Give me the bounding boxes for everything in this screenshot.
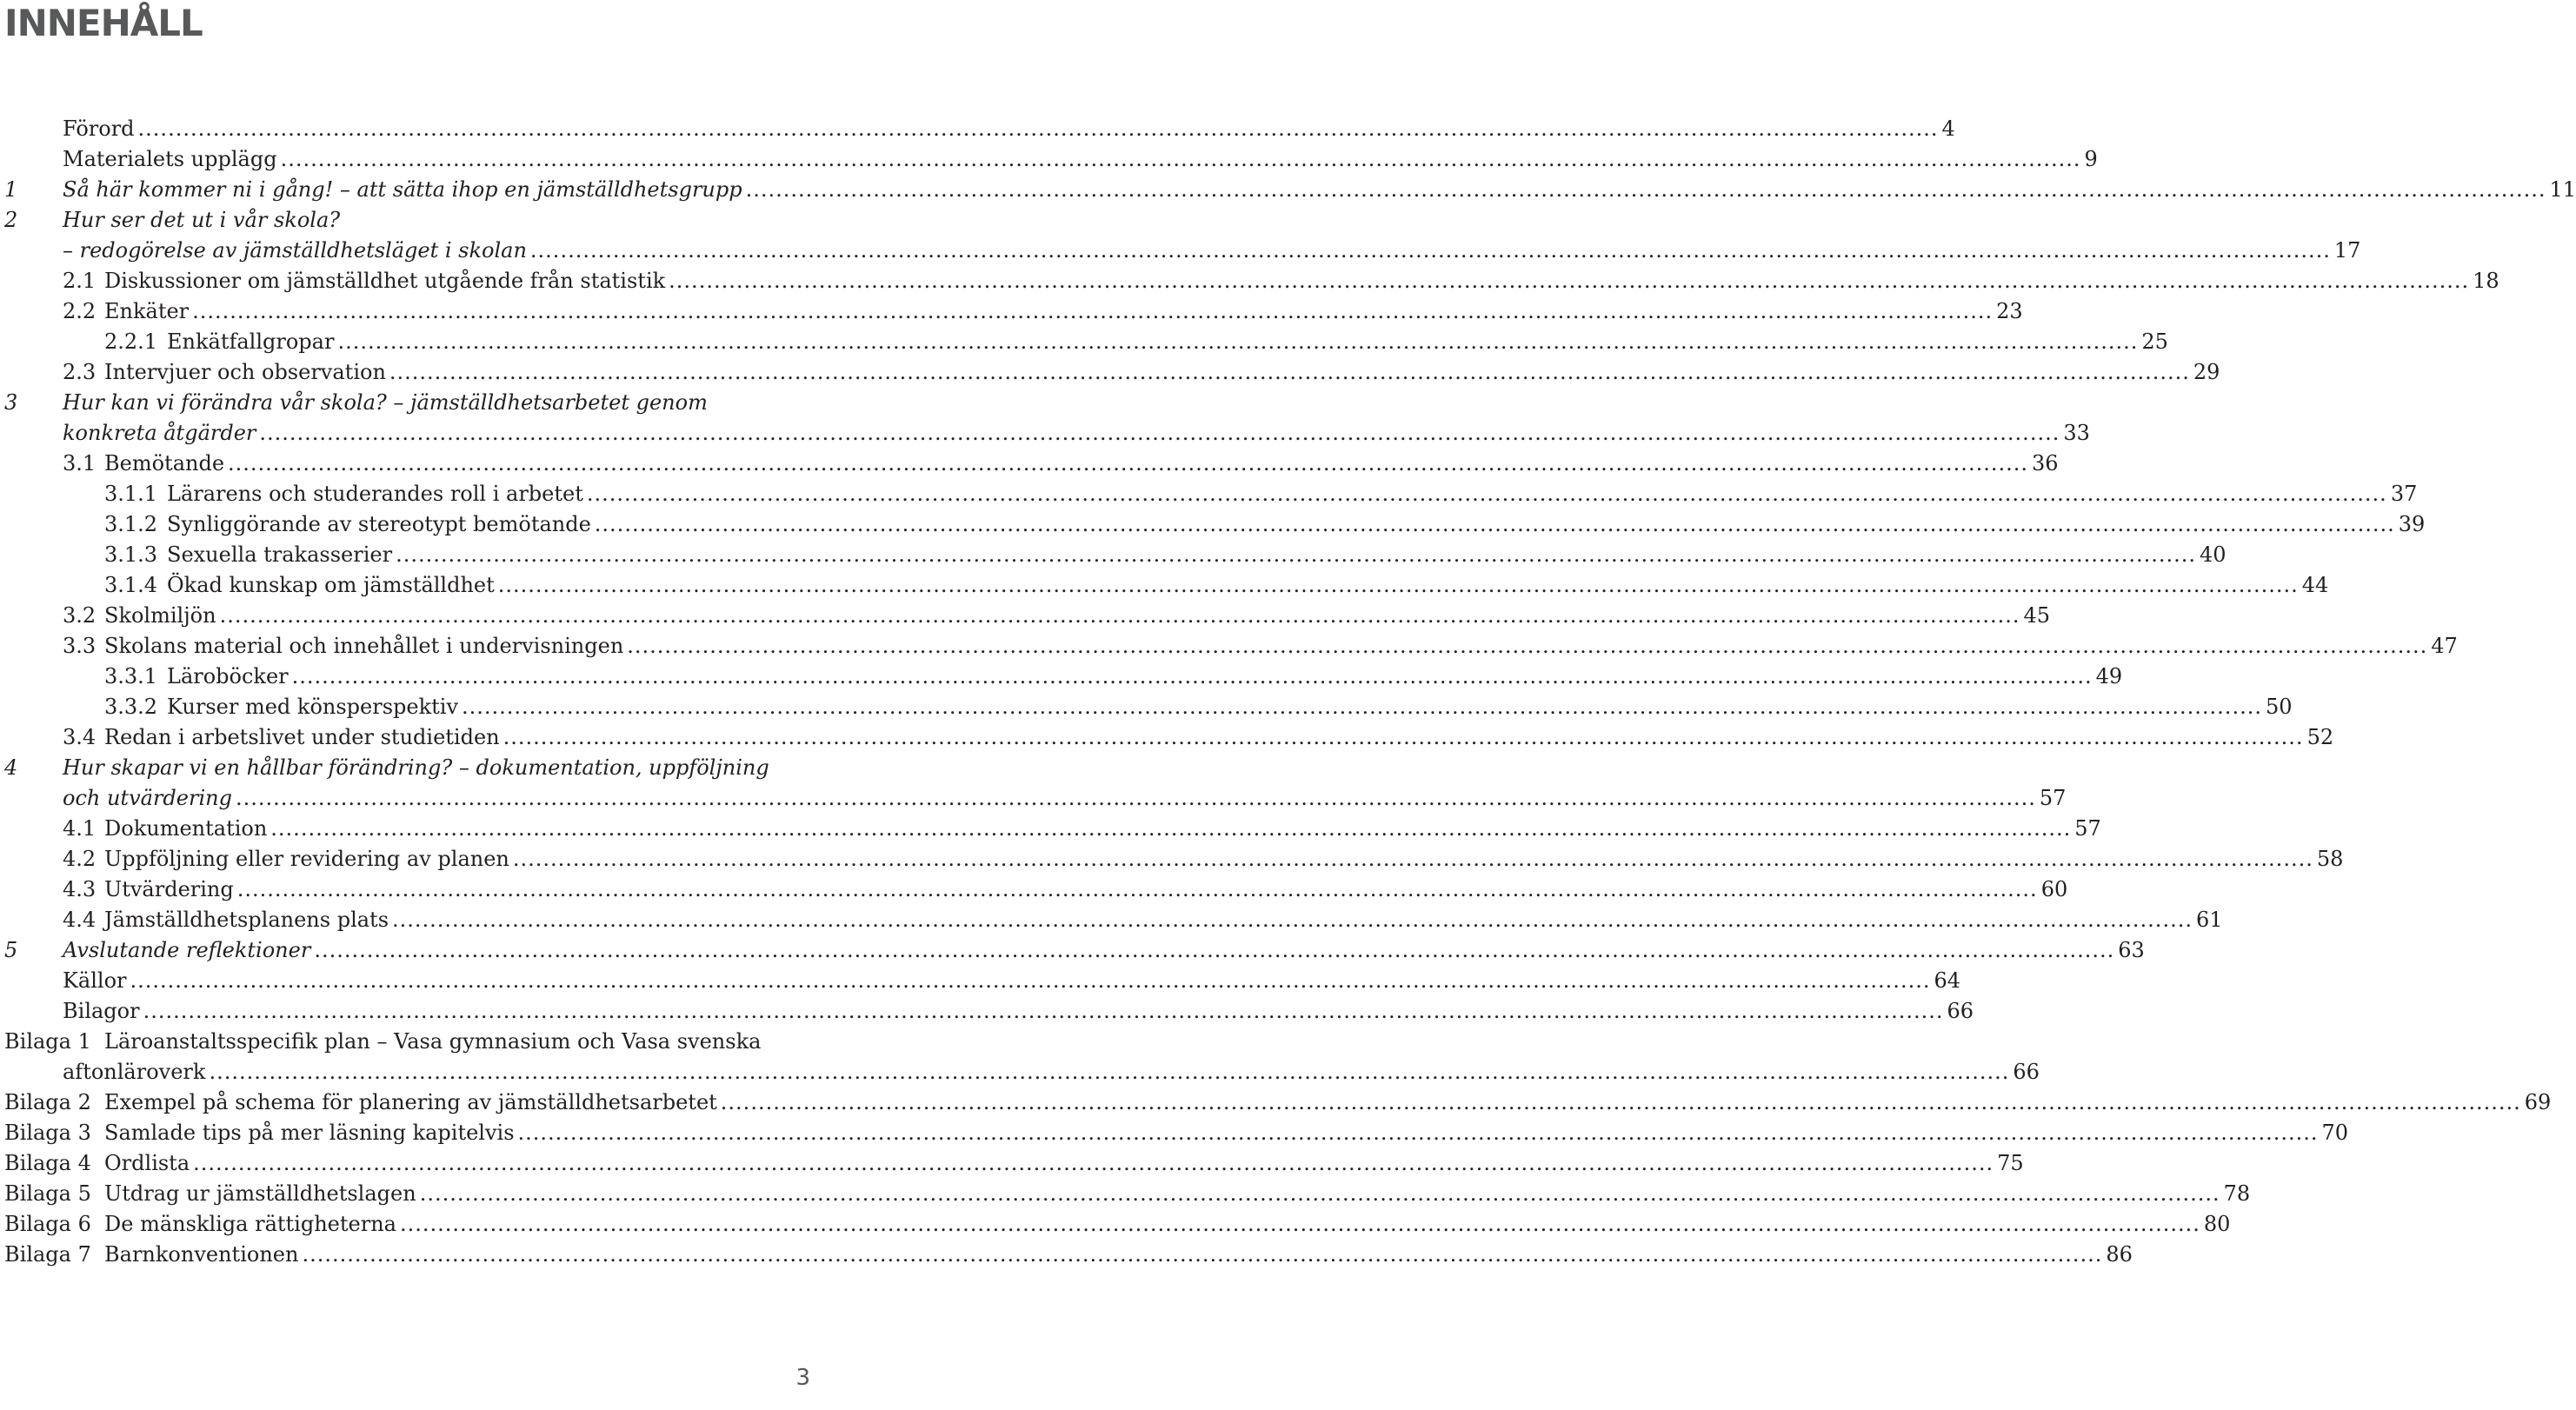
toc-page-number: 50 — [2265, 695, 2293, 719]
toc-dot-leader: ................................................................................................................................................................................................................................................ — [419, 1181, 2220, 1206]
toc-dot-leader: ................................................................................................................................................................................................................................................ — [396, 542, 2197, 567]
toc-number: 5 — [4, 938, 18, 962]
toc-dot-leader: ................................................................................................................................................................................................................................................ — [209, 1060, 2010, 1084]
toc-number: Bilaga 1 — [4, 1029, 91, 1054]
toc-dot-leader: ................................................................................................................................................................................................................................................ — [228, 451, 2028, 476]
toc-dot-leader: ................................................................................................................................................................................................................................................ — [192, 299, 1994, 323]
toc-entry — [0, 600, 2051, 631]
toc-entry — [0, 265, 2499, 296]
toc-dot-leader: ................................................................................................................................................................................................................................................ — [219, 603, 2020, 628]
toc-page-number: 78 — [2223, 1181, 2251, 1206]
toc-number: 3.4 — [63, 725, 97, 749]
toc-entry — [0, 1178, 2251, 1209]
toc-number: 3.1.4 — [104, 573, 158, 597]
toc-dot-leader: ................................................................................................................................................................................................................................................ — [669, 269, 2470, 293]
toc-title: och utvärdering — [63, 786, 232, 810]
toc-number: 1 — [4, 177, 18, 202]
toc-entry — [0, 204, 835, 236]
toc-entry — [0, 387, 835, 418]
toc-dot-leader: ................................................................................................................................................................................................................................................ — [627, 634, 2428, 658]
toc-number: 3.1 — [63, 451, 97, 476]
toc-number: Bilaga 3 — [4, 1121, 91, 1145]
toc-entry — [0, 1117, 2349, 1148]
toc-entry — [0, 417, 2090, 449]
toc-entry — [0, 691, 2293, 722]
toc-dot-leader: ................................................................................................................................................................................................................................................ — [236, 877, 2038, 901]
toc-page-number: 80 — [2203, 1212, 2231, 1236]
toc-dot-leader: ................................................................................................................................................................................................................................................ — [594, 512, 2395, 536]
toc-title: Förord — [63, 116, 135, 141]
toc-title: Sexuella trakasserier — [167, 542, 393, 567]
toc-dot-leader: ................................................................................................................................................................................................................................................ — [462, 695, 2262, 719]
toc-title: Exempel på schema för planering av jämställdhetsarbetet — [104, 1090, 717, 1114]
toc-entry — [0, 356, 2220, 388]
toc-number: 2.3 — [63, 360, 97, 384]
toc-number: 3.3.2 — [104, 695, 158, 719]
toc-entry — [0, 752, 835, 783]
toc-title: aftonläroverk — [63, 1060, 206, 1084]
toc-dot-leader: ................................................................................................................................................................................................................................................ — [720, 1090, 2521, 1114]
toc-page-number: 57 — [2039, 786, 2067, 810]
toc-title: konkreta åtgärder — [63, 421, 256, 445]
toc-page-number: 45 — [2023, 603, 2051, 628]
toc-page-number: 70 — [2321, 1121, 2349, 1145]
toc-dot-leader: ................................................................................................................................................................................................................................................ — [137, 116, 1939, 141]
toc-title: – redogörelse av jämställdhetsläget i skolan — [63, 238, 527, 263]
toc-number: Bilaga 4 — [4, 1151, 91, 1175]
toc-dot-leader: ................................................................................................................................................................................................................................................ — [314, 938, 2115, 962]
toc-title: Avslutande reflektioner — [63, 938, 311, 962]
toc-entry — [0, 1239, 2133, 1270]
toc-title: Hur skapar vi en hållbar förändring? – dokumentation, uppföljning — [63, 755, 769, 780]
toc-entry — [0, 448, 2059, 479]
toc-page-number: 25 — [2141, 329, 2168, 354]
toc-number: 2.1 — [63, 269, 97, 293]
toc-title: Dokumentation — [104, 816, 268, 841]
toc-page-number: 58 — [2316, 847, 2344, 871]
toc-entry — [0, 630, 2458, 662]
toc-entry — [0, 174, 2576, 205]
toc-page-number: 36 — [2031, 451, 2059, 476]
toc-title: Kurser med könsperspektiv — [167, 695, 459, 719]
toc-title: Diskussioner om jämställdhet utgående från statistik — [104, 269, 666, 293]
toc-number: 3 — [4, 390, 18, 415]
toc-page-number: 69 — [2524, 1090, 2552, 1114]
toc-dot-leader: ................................................................................................................................................................................................................................................ — [302, 1242, 2103, 1267]
toc-dot-leader: ................................................................................................................................................................................................................................................ — [337, 329, 2139, 354]
toc-title: Intervjuer och observation — [104, 360, 386, 384]
toc-number: Bilaga 2 — [4, 1090, 91, 1114]
toc-number: 2.2 — [63, 299, 97, 323]
toc-page-number: 63 — [2118, 938, 2145, 962]
toc-entry — [0, 995, 1974, 1027]
toc-dot-leader: ................................................................................................................................................................................................................................................ — [270, 816, 2072, 841]
toc-entry — [0, 296, 2023, 327]
toc-dot-leader: ................................................................................................................................................................................................................................................ — [280, 147, 2081, 171]
toc-entry — [0, 1087, 2552, 1118]
toc-dot-leader: ................................................................................................................................................................................................................................................ — [259, 421, 2060, 445]
toc-entry — [0, 235, 2361, 266]
toc-title: Ordlista — [104, 1151, 190, 1175]
toc-page-number: 29 — [2193, 360, 2220, 384]
toc-number: 4.3 — [63, 877, 97, 901]
page-number: 3 — [795, 1365, 810, 1391]
toc-dot-leader: ................................................................................................................................................................................................................................................ — [392, 908, 2193, 932]
toc-title: Så här kommer ni i gång! – att sätta ihop en jämställdhetsgrupp — [63, 177, 742, 202]
toc-page-number: 66 — [1947, 999, 1974, 1023]
toc-number: 2.2.1 — [104, 329, 158, 354]
toc-entry — [0, 509, 2426, 540]
toc-entry — [0, 904, 2223, 935]
toc-number: 4.2 — [63, 847, 97, 871]
toc-entry — [0, 1147, 2024, 1179]
toc-number: Bilaga 6 — [4, 1212, 91, 1236]
toc-title: Bilagor — [63, 999, 140, 1023]
toc-entry — [0, 934, 2145, 966]
toc-dot-leader: ................................................................................................................................................................................................................................................ — [497, 573, 2299, 597]
toc-page-number: 4 — [1941, 116, 1955, 141]
toc-entry — [0, 569, 2329, 601]
toc-entry — [0, 843, 2344, 875]
toc-number: 3.1.3 — [104, 542, 158, 567]
toc-title: Redan i arbetslivet under studietiden — [104, 725, 500, 749]
toc-title: Hur kan vi förändra vår skola? – jämställdhetsarbetet genom — [63, 390, 708, 415]
toc-number: Bilaga 7 — [4, 1242, 91, 1267]
toc-page-number: 49 — [2095, 664, 2123, 688]
toc-entry — [0, 965, 1960, 996]
toc-page-number: 33 — [2063, 421, 2090, 445]
toc-page-number: 47 — [2431, 634, 2458, 658]
toc-dot-leader: ................................................................................................................................................................................................................................................ — [745, 177, 2546, 202]
toc-title: Synliggörande av stereotypt bemötande — [167, 512, 591, 536]
toc-page-number: 61 — [2195, 908, 2223, 932]
toc-title: Uppföljning eller revidering av planen — [104, 847, 509, 871]
toc-dot-leader: ................................................................................................................................................................................................................................................ — [291, 664, 2093, 688]
toc-title: Skolmiljön — [104, 603, 216, 628]
toc-number: 3.1.2 — [104, 512, 158, 536]
toc-title: Skolans material och innehållet i undervisningen — [104, 634, 624, 658]
toc-title: Läroböcker — [167, 664, 289, 688]
toc-entry — [0, 326, 2168, 357]
toc-title: Bemötande — [104, 451, 225, 476]
toc-number: 4.4 — [63, 908, 97, 932]
toc-page-number: 23 — [1996, 299, 2023, 323]
toc-entry — [0, 143, 2098, 175]
toc-page-number: 17 — [2333, 238, 2361, 263]
toc-entry — [0, 1026, 835, 1057]
toc-dot-leader: ................................................................................................................................................................................................................................................ — [389, 360, 2190, 384]
toc-entry — [0, 661, 2123, 692]
toc-dot-leader: ................................................................................................................................................................................................................................................ — [235, 786, 2036, 810]
toc-page-number: 37 — [2390, 482, 2418, 506]
toc-entry — [0, 1208, 2231, 1240]
toc-title: Läroanstaltsspecifik plan – Vasa gymnasium och Vasa svenska — [104, 1029, 762, 1054]
toc-entry — [0, 113, 1955, 144]
toc-entry — [0, 478, 2418, 509]
toc-title: Enkätfallgropar — [167, 329, 335, 354]
toc-title: Materialets upplägg — [63, 147, 277, 171]
toc-dot-leader: ................................................................................................................................................................................................................................................ — [130, 968, 1931, 993]
toc-number: 2 — [4, 208, 18, 232]
toc-entry — [0, 1056, 2040, 1087]
toc-dot-leader: ................................................................................................................................................................................................................................................ — [193, 1151, 1994, 1175]
toc-title: Ökad kunskap om jämställdhet — [167, 573, 495, 597]
toc-dot-leader: ................................................................................................................................................................................................................................................ — [586, 482, 2387, 506]
toc-number: 4.1 — [63, 816, 97, 841]
toc-entry — [0, 813, 2101, 844]
toc-entry — [0, 874, 2068, 905]
toc-page-number: 64 — [1934, 968, 1960, 993]
toc-number: 3.2 — [63, 603, 97, 628]
toc-title: Jämställdhetsplanens plats — [104, 908, 389, 932]
toc-page-number: 57 — [2074, 816, 2101, 841]
toc-page-number: 86 — [2106, 1242, 2133, 1267]
toc-dot-leader: ................................................................................................................................................................................................................................................ — [143, 999, 1944, 1023]
toc-title: Samlade tips på mer läsning kapitelvis — [104, 1121, 515, 1145]
toc-entry — [0, 539, 2227, 570]
toc-page-number: 39 — [2398, 512, 2426, 536]
toc-title: Utvärdering — [104, 877, 234, 901]
toc-title: Hur ser det ut i vår skola? — [63, 208, 341, 232]
page-title: INNEHÅLL — [4, 2, 203, 44]
toc-page-number: 9 — [2084, 147, 2098, 171]
toc-number: 3.1.1 — [104, 482, 158, 506]
toc-page-number: 18 — [2473, 269, 2499, 293]
toc-title: Barnkonventionen — [104, 1242, 299, 1267]
toc-page-number: 40 — [2200, 542, 2227, 567]
toc-entry — [0, 782, 2067, 814]
toc-number: 4 — [4, 755, 18, 780]
toc-title: Utdrag ur jämställdhetslagen — [104, 1181, 416, 1206]
toc-page-number: 60 — [2040, 877, 2068, 901]
toc-title: Enkäter — [104, 299, 190, 323]
toc-entry — [0, 722, 2334, 753]
toc-dot-leader: ................................................................................................................................................................................................................................................ — [512, 847, 2313, 871]
toc-page-number: 11 — [2549, 177, 2576, 202]
toc-number: 3.3 — [63, 634, 97, 658]
toc-page-number: 66 — [2013, 1060, 2040, 1084]
toc-title: De mänskliga rättigheterna — [104, 1212, 396, 1236]
toc-number: Bilaga 5 — [4, 1181, 91, 1206]
toc-dot-leader: ................................................................................................................................................................................................................................................ — [503, 725, 2304, 749]
toc-title: Lärarens och studerandes roll i arbetet — [167, 482, 583, 506]
toc-page-number: 75 — [1997, 1151, 2024, 1175]
toc-page-number: 44 — [2301, 573, 2329, 597]
toc-dot-leader: ................................................................................................................................................................................................................................................ — [517, 1121, 2319, 1145]
toc-dot-leader: ................................................................................................................................................................................................................................................ — [399, 1212, 2200, 1236]
toc-dot-leader: ................................................................................................................................................................................................................................................ — [529, 238, 2331, 263]
toc-page-number: 52 — [2306, 725, 2334, 749]
toc-title: Källor — [63, 968, 127, 993]
toc-number: 3.3.1 — [104, 664, 158, 688]
